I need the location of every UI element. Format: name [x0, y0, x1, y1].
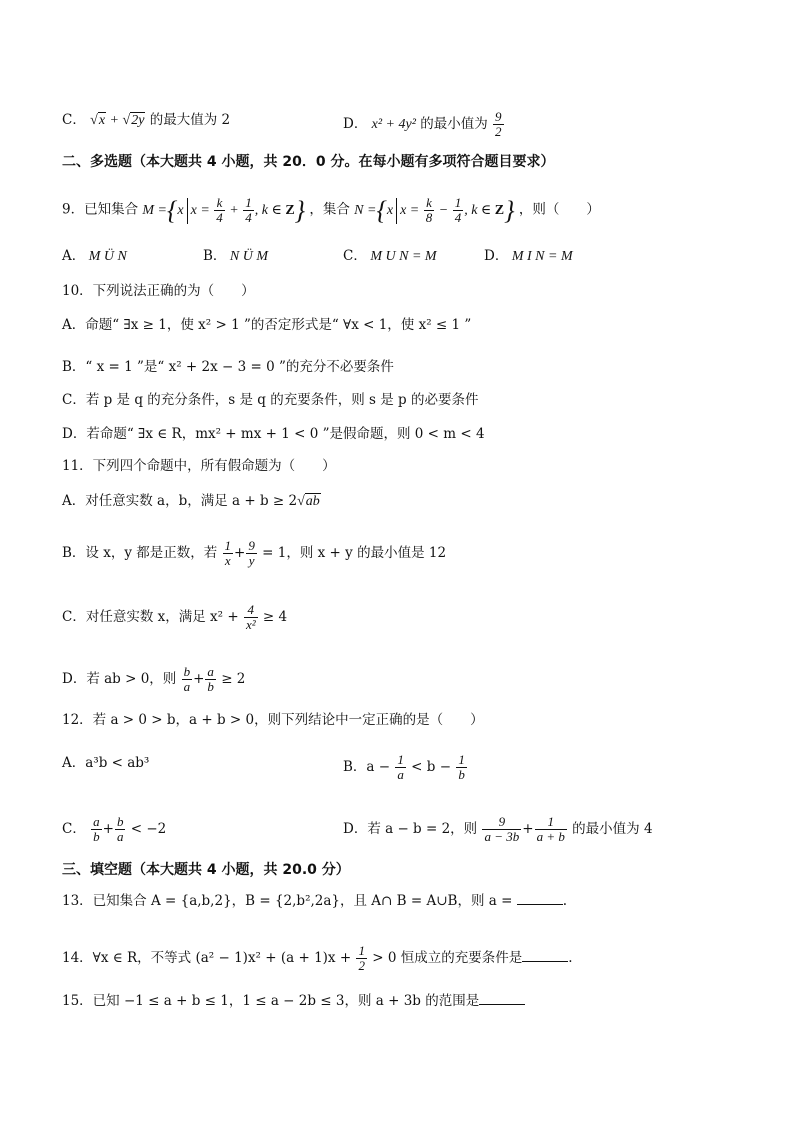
set-n: N ={x x = $\frac{k}{8}$ − $\frac{1}{4}$ , k ∈ Z} [354, 195, 515, 225]
question-15: 15．已知 −1 ≤ a + b ≤ 1，1 ≤ a − 2b ≤ 3，则 a + 3b 的范围是 [62, 991, 525, 1011]
q12-option-b: B．a − $\frac{1}{a}$ < b − $\frac{1}{b}$ [343, 752, 465, 782]
q12-option-a: A．a³b < ab³ [62, 755, 150, 771]
set-m: M ={x x = $\frac{k}{4}$ + $\frac{1}{4}$ , k ∈ Z} [142, 195, 306, 225]
option-text: 的最大值为 2 [149, 112, 231, 128]
q8-option-c [62, 110, 230, 131]
question-13: 13．已知集合 A = {a,b,2}，B = {2,b²,2a}，且 A∩ B = A∪B，则 a = . [62, 893, 567, 909]
q11-option-b: B．设 x，y 都是正数，若 $\frac{1}{x}$ + $\frac{9}{y}$ = 1，则 x + y 的最小值是 12 [62, 538, 447, 568]
q11-option-a: A．对任意实数 a，b，满足 a + b ≥ 2√ab [62, 493, 320, 509]
math-sqrt-expr: √x + √2y [90, 113, 145, 128]
option-text: 的最小值为 [420, 116, 488, 132]
question-14: 14．∀x ∈ R，不等式 (a² − 1)x² + (a + 1)x + $\frac{1}{2}$ > 0 恒成立的充要条件是 . [62, 943, 573, 973]
answer-blank[interactable] [479, 992, 525, 1005]
section-heading-multiple-choice: 二、多选题（本大题共 4 小题，共 20．0 分。在每小题有多项符合题目要求） [62, 154, 555, 170]
question-text: ，则（ ） [518, 201, 600, 218]
fraction: $\frac{9}{2}$ [495, 109, 502, 139]
question-text: 9．已知集合 [62, 201, 139, 218]
option-label: C． [62, 112, 86, 128]
answer-blank[interactable] [522, 949, 568, 962]
question-10: 10．下列说法正确的为（ ） [62, 283, 255, 299]
question-text: ，集合 [309, 201, 350, 218]
q9-option-d: D． M I N = M [484, 248, 573, 264]
q10-option-b: B．“ x = 1 ”是“ x² + 2x − 3 = 0 ”的充分不必要条件 [62, 359, 394, 375]
q11-option-d: D．若 ab > 0，则 $\frac{b}{a}$ + $\frac{a}{b}$ ≥ 2 [62, 664, 246, 694]
question-11: 11．下列四个命题中，所有假命题为（ ） [62, 458, 336, 474]
q9-option-b: B． N Ü M [203, 248, 269, 264]
q10-option-a: A．命题“ ∃x ≥ 1，使 x² > 1 ”的否定形式是“ ∀x < 1，使 x² ≤ 1 ” [62, 317, 472, 333]
q9-option-a: A． M Ü N [62, 248, 127, 264]
q12-option-c: C． $\frac{a}{b}$ + $\frac{b}{a}$ < −2 [62, 814, 167, 844]
q8-option-d [343, 110, 505, 139]
q11-option-c: C．对任意实数 x，满足 x² + $\frac{4}{\text{x²}}$ ≥ 4 [62, 602, 288, 632]
q9-option-c: C． M U N = M [343, 248, 437, 264]
q10-option-d: D．若命题“ ∃x ∈ R，mx² + mx + 1 < 0 ”是假命题，则 0 < m < 4 [62, 426, 485, 442]
option-label: D． [343, 116, 368, 132]
q12-option-d: D．若 a − b = 2，则 $\frac{9}{a - 3b}$ + $\frac{1}{a + b}$ 的最小值为 4 [343, 814, 653, 844]
question-12: 12．若 a > 0 > b，a + b > 0，则下列结论中一定正确的是（ ） [62, 712, 484, 728]
q10-option-c: C．若 p 是 q 的充分条件，s 是 q 的充要条件，则 s 是 p 的必要条件 [62, 392, 479, 408]
math-expr: x² + 4y² [371, 117, 416, 132]
section-heading-fill-in: 三、填空题（本大题共 4 小题，共 20.0 分） [62, 862, 350, 878]
question-9 [62, 196, 600, 225]
answer-blank[interactable] [517, 892, 563, 905]
